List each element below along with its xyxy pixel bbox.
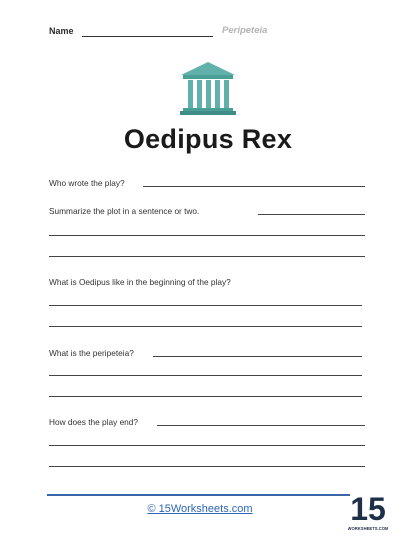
answer-line[interactable] xyxy=(49,396,362,397)
question-1: Who wrote the play? xyxy=(49,178,125,188)
worksheet-topic: Peripeteia xyxy=(222,25,268,36)
answer-line[interactable] xyxy=(49,466,365,467)
answer-line[interactable] xyxy=(49,235,365,236)
footer-divider xyxy=(47,494,350,496)
answer-line[interactable] xyxy=(258,214,365,215)
temple-icon xyxy=(178,61,238,117)
copyright-link[interactable]: © 15Worksheets.com xyxy=(147,503,253,515)
name-answer-line[interactable] xyxy=(82,36,213,37)
answer-line[interactable] xyxy=(49,305,362,306)
name-label: Name xyxy=(49,26,74,36)
answer-line[interactable] xyxy=(49,326,362,327)
logo-text: WORKSHEETS.COM xyxy=(348,526,388,531)
page-title: Oedipus Rex xyxy=(123,124,293,154)
15worksheets-logo-icon xyxy=(348,488,388,534)
answer-line[interactable] xyxy=(157,425,365,426)
question-5: How does the play end? xyxy=(49,417,139,427)
answer-line[interactable] xyxy=(153,356,362,357)
question-4: What is the peripeteia? xyxy=(49,348,134,358)
answer-line[interactable] xyxy=(49,445,365,446)
question-2: Summarize the plot in a sentence or two. xyxy=(49,206,200,216)
answer-line[interactable] xyxy=(49,375,362,376)
logo-number: 15 xyxy=(350,491,386,527)
answer-line[interactable] xyxy=(49,256,365,257)
answer-line[interactable] xyxy=(143,186,365,187)
question-3: What is Oedipus like in the beginning of the play? xyxy=(49,277,231,287)
